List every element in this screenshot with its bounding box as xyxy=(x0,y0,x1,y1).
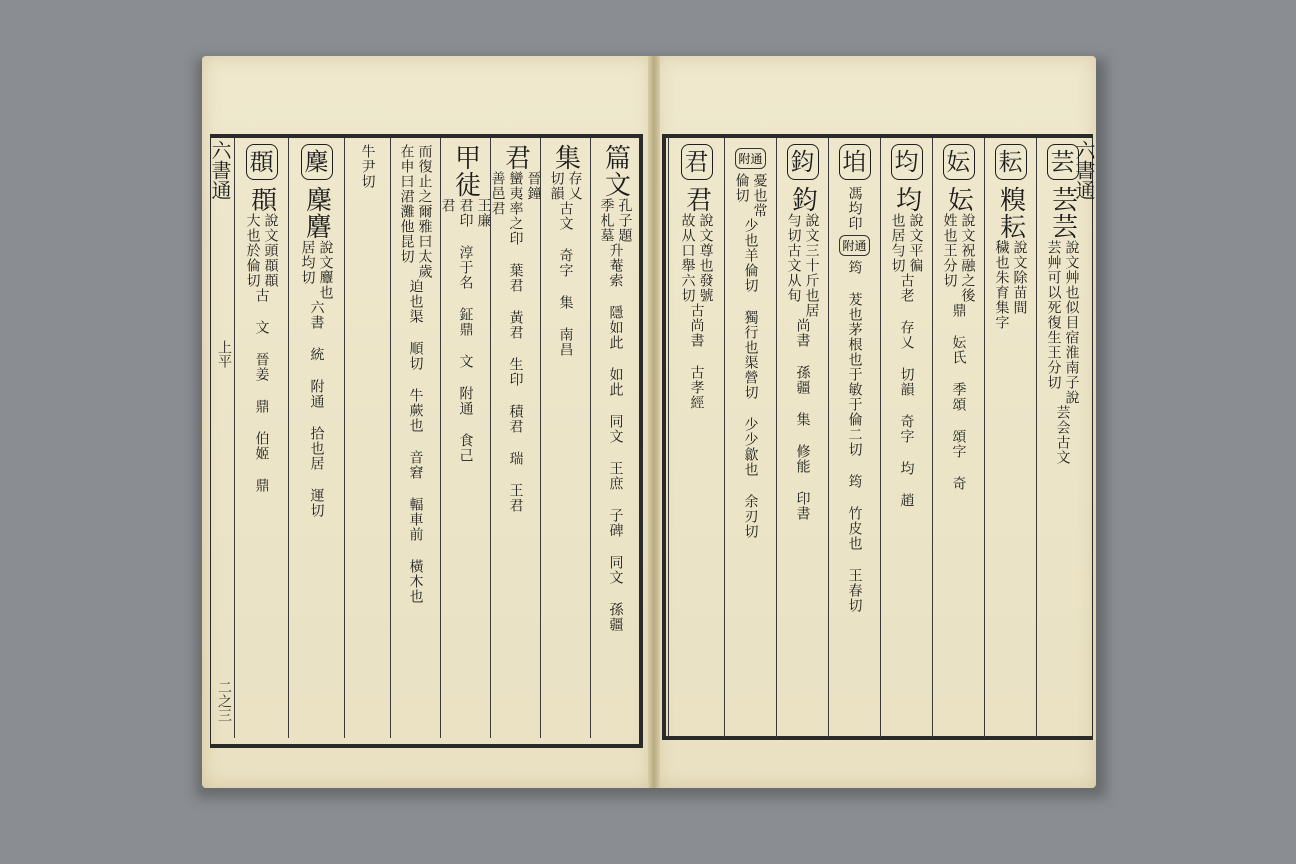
entry-tail: 古文 奇字 集 南昌 xyxy=(557,201,574,357)
entry-note: 善邑君 xyxy=(489,171,506,216)
entry-column xyxy=(344,138,390,738)
entry-column xyxy=(288,138,344,738)
entry-head: 頵 xyxy=(246,144,278,180)
right-margin-title: 六書通 xyxy=(1072,140,1096,200)
entry-column xyxy=(490,138,540,738)
left-page-columns xyxy=(234,138,640,738)
entry-column xyxy=(828,138,880,738)
entry-note: 說文頭頵頵 xyxy=(262,213,279,288)
entry-note: 王廉 xyxy=(475,198,492,228)
entry-note: 說文祝融之後 xyxy=(959,213,976,303)
entry-note: 也居勻切 xyxy=(889,213,906,273)
entry-notes xyxy=(490,171,542,216)
entry-notes xyxy=(734,173,768,218)
entry-tail: 鼎 妘氏 季頌 頌字 奇 xyxy=(950,303,967,491)
book-gutter xyxy=(648,56,660,788)
left-margin-folio: 二之三 xyxy=(216,680,232,722)
entry-head: 耘 xyxy=(995,144,1027,180)
entry-note: 姓也王分切 xyxy=(941,213,958,288)
entry-note: 而復止之爾雅曰太歲 xyxy=(416,144,433,279)
entry-notes xyxy=(890,213,924,273)
entry-note: 說文除苗間 xyxy=(1011,240,1028,315)
entry-notes xyxy=(599,198,633,243)
entry-note: 說文麞也 xyxy=(317,240,334,300)
entry-note: 芸艸可以死復生王分切 xyxy=(1045,240,1062,390)
entry-note: 說文平徧 xyxy=(907,213,924,273)
entry-seal-forms: 糗耘 xyxy=(995,186,1026,240)
entry-head: 君 xyxy=(681,144,713,180)
entry-seal-forms: 君 xyxy=(681,186,712,213)
entry-column xyxy=(390,138,440,738)
entry-notes xyxy=(440,198,492,275)
entry-tail: 芸会古文 xyxy=(1054,405,1071,465)
entry-notes xyxy=(1046,240,1080,405)
entry-column xyxy=(724,138,776,738)
entry-note: 蠻夷率 xyxy=(507,171,524,216)
entry-seal-forms: 麇麏 xyxy=(301,186,332,240)
entry-note: 君 xyxy=(439,198,456,213)
entry-notes xyxy=(680,213,714,303)
entry-column xyxy=(880,138,932,738)
entry-tail: 古老 存乂 切韻 奇字 均 趙 xyxy=(898,273,915,508)
entry-note: 憂也常 xyxy=(751,173,768,218)
entry-tail: 筠 茇也茅根也于敏于倫二切 筠 竹皮也 王春切 xyxy=(846,260,863,613)
entry-tail: 迫也渠 順切 牛蕨也 音窘 輻車前 橫木也 xyxy=(407,279,424,604)
entry-seal-forms: 鈞 xyxy=(787,186,818,213)
entry-tail: 之印 葉君 黃君 生印 積君 瑞 王君 xyxy=(507,216,524,513)
entry-column xyxy=(590,138,640,738)
entry-seal-forms: 甲徒 xyxy=(450,144,481,198)
entry-column xyxy=(932,138,984,738)
entry-notes xyxy=(994,240,1028,330)
entry-tail: 古尚書 古孝經 xyxy=(688,303,705,410)
entry-head: 均 xyxy=(891,144,923,180)
entry-notes xyxy=(942,213,976,303)
entry-note: 切韻 xyxy=(548,171,565,201)
entry-note: 說文三十斤也居 xyxy=(803,213,820,318)
entry-column xyxy=(668,138,724,738)
entry-column xyxy=(234,138,288,738)
entry-note: 在申曰涒灘他昆切 xyxy=(398,144,415,264)
entry-seal-forms: 君 xyxy=(500,144,531,171)
entry-notes xyxy=(245,213,279,288)
entry-seal-forms: 頵 xyxy=(246,186,277,213)
appendix-tag: 附通 xyxy=(839,235,869,256)
entry-head: 麇 xyxy=(301,144,333,180)
appendix-tag: 附通 xyxy=(735,148,765,169)
entry-head: 垍 xyxy=(839,144,871,180)
entry-notes xyxy=(399,144,433,279)
entry-column xyxy=(776,138,828,738)
entry-note: 故从口舉六切 xyxy=(679,213,696,303)
entry-seal-forms: 均 xyxy=(891,186,922,213)
entry-seal-forms: 妘 xyxy=(943,186,974,213)
entry-note: 說文艸也似目宿淮南子說 xyxy=(1063,240,1080,405)
entry-tail: 少也羊倫切 獨行也渠營切 少少歙也 余刃切 xyxy=(742,218,759,539)
entry-note: 季札墓 xyxy=(598,198,615,243)
entry-seal-forms: 篇文 xyxy=(600,144,631,198)
entry-column xyxy=(540,138,590,738)
entry-note: 馮均印 xyxy=(846,186,863,231)
entry-head: 芸 xyxy=(1047,144,1079,180)
entry-tail: 六書 統 附通 拾也居 運切 xyxy=(308,300,325,518)
entry-tail: 古 文 晉姜 鼎 伯姬 鼎 xyxy=(253,288,270,493)
entry-note: 勻切古文从旬 xyxy=(785,213,802,303)
entry-column xyxy=(1036,138,1088,738)
entry-note: 晉鐘 xyxy=(525,171,542,201)
entry-tail: 升菴索 隱如此 如此 同文 王庶 子碑 同文 孫疆 xyxy=(607,243,624,632)
entry-note: 說文尊也發號 xyxy=(697,213,714,303)
entry-note: 牛尹 xyxy=(359,144,376,174)
entry-column xyxy=(440,138,490,738)
left-margin-volume: 上平 xyxy=(216,340,232,368)
entry-note: 存乂 xyxy=(566,171,583,201)
right-page-columns xyxy=(668,138,1088,738)
entry-column xyxy=(984,138,1036,738)
entry-note: 穢也朱育集字 xyxy=(993,240,1010,330)
entry-tail: 名 鉦鼎 文 附通 食己 xyxy=(457,275,474,463)
entry-note: 大也於倫切 xyxy=(244,213,261,288)
entry-head: 妘 xyxy=(943,144,975,180)
entry-note: 居均切 xyxy=(299,240,316,285)
entry-notes xyxy=(549,171,583,201)
entry-head: 鈞 xyxy=(787,144,819,180)
entry-seal-forms: 芸芸 xyxy=(1047,186,1078,240)
entry-seal-forms: 切 xyxy=(359,174,376,189)
entry-notes xyxy=(786,213,820,318)
left-margin-title: 六書通 xyxy=(208,140,232,200)
entry-seal-forms: 集 xyxy=(550,144,581,171)
entry-note: 倫切 xyxy=(733,173,750,203)
entry-notes xyxy=(300,240,334,300)
entry-note: 君印 淳于 xyxy=(457,198,474,275)
entry-tail: 尚書 孫疆 集 修能 印書 xyxy=(794,318,811,521)
entry-note: 孔子題 xyxy=(616,198,633,243)
